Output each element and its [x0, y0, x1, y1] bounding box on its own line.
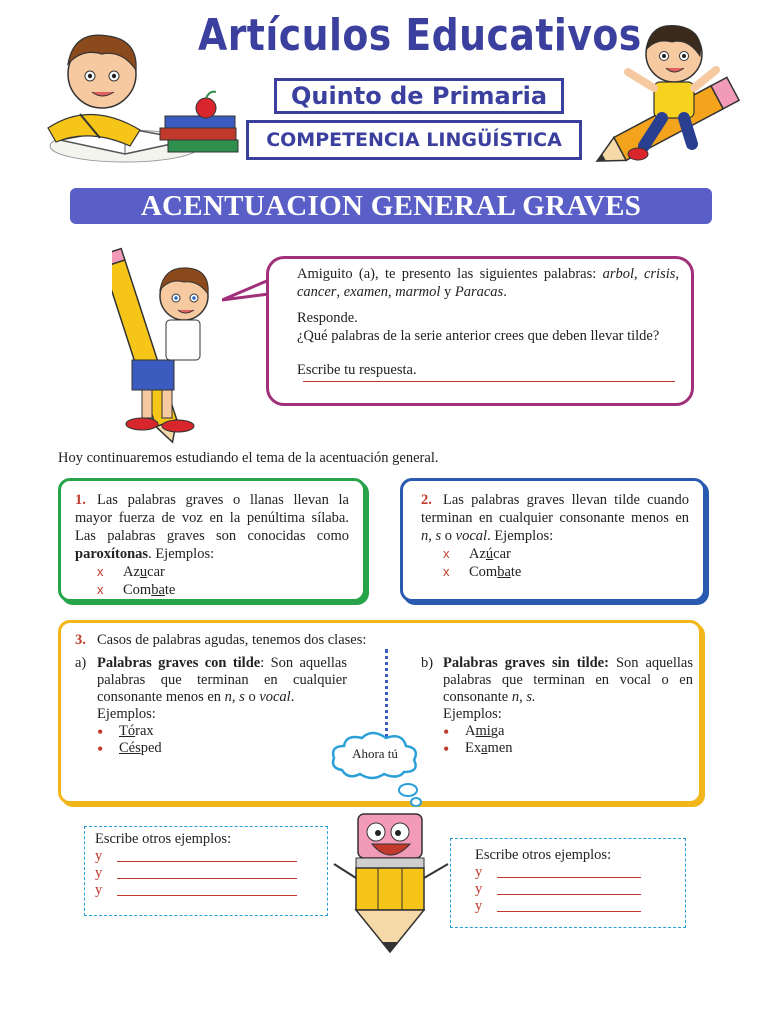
write-line[interactable]: y: [475, 864, 661, 881]
rule-3-heading: 3. Casos de palabras agudas, tenemos dos clases:: [75, 632, 367, 648]
cloud-label: Ahora tú: [352, 746, 398, 761]
write-examples-box-right: [450, 838, 686, 928]
write-line[interactable]: y: [95, 865, 317, 882]
bullet-icon: •: [443, 738, 450, 759]
speech-question: ¿Qué palabras de la serie anterior crees que deben llevar tilde?: [297, 328, 660, 344]
grade-label: Quinto de Primaria: [274, 78, 564, 114]
rule-3a-text: a) Palabras graves con tilde: Son aquellas palabras que terminan en cualquier consonante menos en n, s o vocal.: [75, 655, 347, 705]
thought-bubble-dots: [396, 782, 426, 808]
pencil-character-illustration: [330, 808, 454, 956]
intro-line: Hoy continuaremos estudiando el tema de la acentuación general.: [58, 450, 439, 466]
rule-3a-column: [75, 655, 347, 757]
rule-1-example-2: x Com ba te: [97, 582, 176, 598]
rule-3b-example-1: • A mi ga: [443, 721, 505, 742]
rule-3a-examples-label: Ejemplos:: [97, 706, 156, 722]
rule-1-example-1: x Az u car: [97, 564, 165, 580]
speech-bubble-tail: [222, 276, 272, 316]
rule-3a-example-1: • Tó rax: [97, 721, 154, 742]
bullet-icon: •: [443, 721, 450, 742]
speech-bubble: [266, 256, 694, 406]
bullet-icon: •: [97, 738, 104, 759]
speech-intro: Amiguito (a), te presento las siguientes palabras: arbol, crisis, cancer, examen, marmol y Paracas.: [297, 266, 680, 300]
rule-3a-example-2: • Cés ped: [97, 738, 162, 759]
competency-label: COMPETENCIA LINGÜÍSTICA: [246, 120, 582, 160]
rule-2-example-2: x Com ba te: [443, 564, 522, 580]
write-line[interactable]: y: [95, 848, 317, 865]
bullet-icon: •: [97, 721, 104, 742]
write-box-title: Escribe otros ejemplos:: [475, 847, 612, 863]
page-title: Artículos Educativos: [198, 10, 642, 61]
rule-3b-column: [421, 655, 693, 757]
rule-3b-text: b) Palabras graves sin tilde: Son aquellas palabras que terminan en vocal o en consonante n, s.: [421, 655, 693, 705]
write-line[interactable]: y: [475, 898, 661, 915]
rule-2-example-1: x Az ú car: [443, 546, 511, 562]
rule-1-text: 1. Las palabras graves o llanas llevan la mayor fuerza de voz en la penúltima sílaba. Las palabras graves son conocidas como paroxítonas. Ejemplos:: [75, 492, 349, 562]
write-line[interactable]: y: [95, 882, 317, 899]
write-box-title: Escribe otros ejemplos:: [95, 831, 232, 847]
write-line[interactable]: y: [475, 881, 661, 898]
answer-line[interactable]: [303, 381, 675, 382]
rule-3b-examples-label: Ejemplos:: [443, 706, 502, 722]
write-examples-box-left: [84, 826, 328, 916]
rule-2-text: 2. Las palabras graves llevan tilde cuando terminan en cualquier consonante menos en n, s o vocal. Ejemplos:: [421, 492, 689, 544]
topic-banner: ACENTUACION GENERAL GRAVES: [70, 188, 712, 224]
rule-1-box: [58, 478, 366, 602]
rule-2-box: [400, 478, 706, 602]
rule-3b-example-2: • Ex a men: [443, 738, 513, 759]
boy-with-pencil-illustration: [112, 240, 232, 446]
respond-label: Responde.: [297, 310, 358, 326]
write-answer-label: Escribe tu respuesta.: [297, 362, 417, 378]
